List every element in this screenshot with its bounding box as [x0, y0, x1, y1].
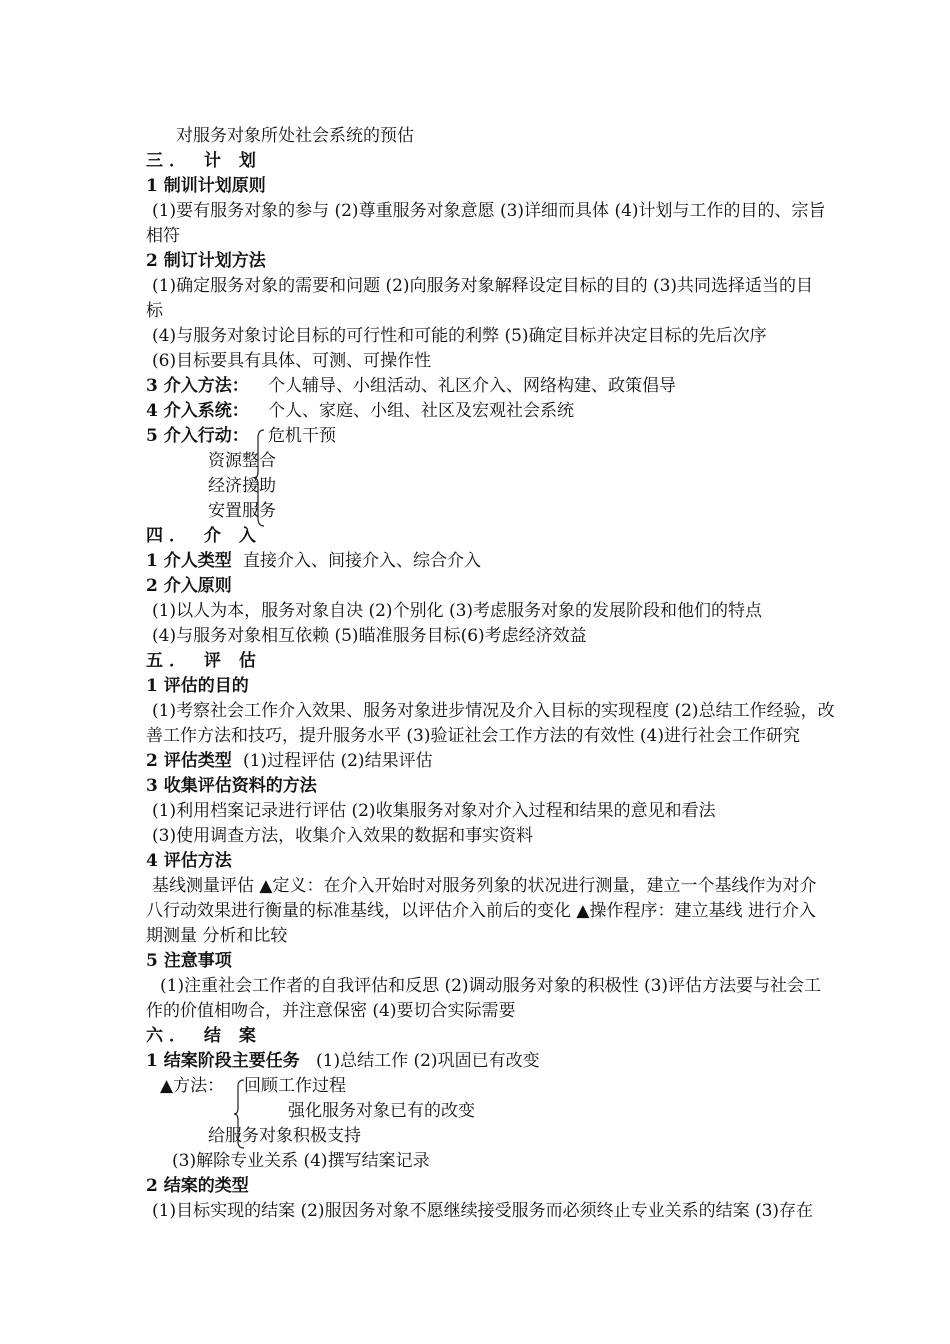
- sub-heading: 2 介入原则: [146, 576, 232, 596]
- sub-heading: 4 介入系统：: [146, 401, 249, 421]
- text-line: (3)解除专业关系 (4)撰写结案记录: [172, 1151, 430, 1171]
- text-line: (1)考察社会工作介入效果、服务对象进步情况及介入目标的实现程度 (2)总结工作经验，改: [152, 701, 835, 721]
- sub-heading: 1 评估的目的: [146, 676, 249, 696]
- sub-heading: 4 评估方法: [146, 851, 232, 871]
- text-line: (1)利用档案记录进行评估 (2)收集服务对象对介入过程和结果的意见和看法: [152, 801, 716, 821]
- list-item: 回顾工作过程: [244, 1076, 346, 1096]
- text-line: (4)与服务对象相互依赖 (5)瞄准服务目标(6)考虑经济效益: [152, 626, 587, 646]
- text-line: 相符: [146, 226, 180, 246]
- text-line: 直接介入、间接介入、综合介入: [243, 551, 481, 571]
- text-line: (6)目标要具有具体、可测、可操作性: [152, 351, 432, 371]
- sub-heading: 1 结案阶段主要任务: [146, 1051, 300, 1071]
- list-item: 给服务对象积极支持: [208, 1126, 361, 1146]
- section-heading: 三． 计 划: [146, 151, 262, 171]
- sub-heading: 3 介入方法：: [146, 376, 249, 396]
- text-line: 个人、家庭、小组、社区及宏观社会系统: [268, 401, 574, 421]
- sub-heading: 1 制训计划原则: [146, 176, 266, 196]
- section-heading: 五． 评 估: [146, 651, 262, 671]
- text-line: 期测量 分析和比较: [146, 926, 288, 946]
- text-line: (1)确定服务对象的需要和问题 (2)向服务对象解释设定目标的目的 (3)共同选择适当的目: [152, 276, 814, 296]
- text-line: 八行动效果进行衡量的标准基线，以评估介入前后的变化 ▲操作程序：建立基线 进行介入: [146, 901, 816, 921]
- list-item: 安置服务: [208, 501, 276, 521]
- text-line: (1)过程评估 (2)结果评估: [243, 751, 433, 771]
- sub-heading: 5 注意事项: [146, 951, 232, 971]
- list-item: 危机干预: [268, 426, 336, 446]
- text-line: ▲方法：: [160, 1076, 225, 1096]
- text-line: 个人辅导、小组活动、礼区介入、网络构建、政策倡导: [268, 376, 676, 396]
- text-line: (1)总结工作 (2)巩固已有改变: [316, 1051, 540, 1071]
- text-line: (1)目标实现的结案 (2)服因务对象不愿继续接受服务而必须终止专业关系的结案 (3)存在: [152, 1201, 814, 1221]
- text-line: 对服务对象所处社会系统的预估: [176, 126, 414, 146]
- section-heading: 六． 结 案: [146, 1026, 262, 1046]
- text-line: (3)使用调查方法，收集介入效果的数据和事实资料: [152, 826, 534, 846]
- text-line: 标: [146, 301, 163, 321]
- list-item: 经济援助: [208, 476, 276, 496]
- section-heading: 四． 介 入: [146, 526, 262, 546]
- sub-heading: 3 收集评估资料的方法: [146, 776, 317, 796]
- text-line: (4)与服务对象讨论目标的可行性和可能的利弊 (5)确定目标并决定目标的先后次序: [152, 326, 767, 346]
- text-line: (1)注重社会工作者的自我评估和反思 (2)调动服务对象的积极性 (3)评估方法要与社会工: [160, 976, 822, 996]
- brace-icon: [232, 1078, 246, 1150]
- text-line: (1)以人为本，服务对象自决 (2)个别化 (3)考虑服务对象的发展阶段和他们的特点: [152, 601, 763, 621]
- list-item: 资源整合: [208, 451, 276, 471]
- text-line: (1)要有服务对象的参与 (2)尊重服务对象意愿 (3)详细而具体 (4)计划与工作的目的、宗旨: [152, 201, 826, 221]
- sub-heading: 1 介人类型: [146, 551, 232, 571]
- list-item: 强化服务对象已有的改变: [288, 1101, 475, 1121]
- text-line: 作的价值相吻合，并注意保密 (4)要切合实际需要: [146, 1001, 516, 1021]
- text-line: 善工作方法和技巧，提升服务水平 (3)验证社会工作方法的有效性 (4)进行社会工作研究: [146, 726, 800, 746]
- brace-icon: [252, 428, 266, 528]
- sub-heading: 2 结案的类型: [146, 1176, 249, 1196]
- sub-heading: 5 介入行动：: [146, 426, 249, 446]
- sub-heading: 2 评估类型: [146, 751, 232, 771]
- text-line: 基线测量评估 ▲定义：在介入开始时对服务列象的状况进行测量，建立一个基线作为对介: [152, 876, 817, 896]
- sub-heading: 2 制订计划方法: [146, 251, 266, 271]
